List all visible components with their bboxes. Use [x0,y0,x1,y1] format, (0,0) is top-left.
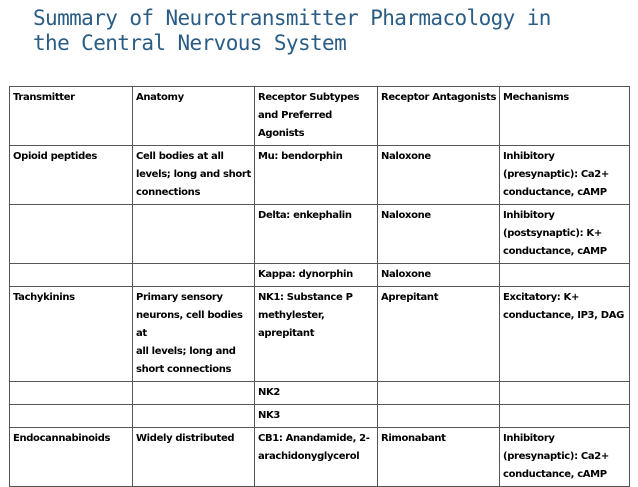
header-receptor-antagonists-line: Receptor Antagonists [381,92,497,103]
table-row [10,264,630,287]
cell-transmitter [10,405,133,428]
header-mechanisms [500,87,630,146]
cell-mechanisms [500,287,630,382]
pharmacology-table [9,86,630,487]
cell-mechanisms-line: Excitatory: K+ [503,292,579,303]
cell-transmitter [10,382,133,405]
cell-receptor-antagonists-line: Naloxone [381,151,431,162]
cell-receptor-subtypes-line: methylester, [258,310,325,321]
cell-receptor-antagonists [378,405,500,428]
cell-mechanisms [500,146,630,205]
slide-title [33,6,623,56]
cell-receptor-antagonists-line: Aprepitant [381,292,439,303]
cell-receptor-antagonists [378,205,500,264]
cell-mechanisms [500,205,630,264]
cell-mechanisms [500,405,630,428]
cell-receptor-antagonists-line: Naloxone [381,269,431,280]
cell-anatomy [133,205,255,264]
cell-receptor-antagonists [378,287,500,382]
cell-receptor-subtypes [255,205,378,264]
header-receptor-subtypes-line: Receptor Subtypes [258,92,360,103]
title-line-1: Summary of Neurotransmitter Pharmacology in [33,6,551,30]
cell-mechanisms-line: conductance, cAMP [503,187,607,198]
cell-receptor-antagonists [378,264,500,287]
cell-transmitter [10,287,133,382]
header-receptor-subtypes-line: and Preferred Agonists [258,110,332,139]
cell-mechanisms-line: (presynaptic): Ca2+ [503,451,609,462]
cell-transmitter-line: Tachykinins [13,292,75,303]
cell-anatomy [133,287,255,382]
header-receptor-subtypes [255,87,378,146]
cell-receptor-subtypes-line: Kappa: dynorphin [258,269,353,280]
cell-anatomy [133,382,255,405]
header-transmitter [10,87,133,146]
cell-mechanisms-line: conductance, cAMP [503,469,607,480]
cell-receptor-antagonists [378,382,500,405]
table-row [10,146,630,205]
cell-anatomy-line: short connections [136,364,232,375]
header-anatomy-line: Anatomy [136,92,184,103]
cell-receptor-subtypes-line: NK3 [258,410,281,421]
cell-anatomy-line: levels; long and short [136,169,251,180]
cell-receptor-subtypes-line: NK1: Substance P [258,292,353,303]
cell-anatomy [133,146,255,205]
header-row [10,87,630,146]
cell-anatomy [133,405,255,428]
cell-mechanisms [500,382,630,405]
cell-mechanisms-line: Inhibitory [503,210,555,221]
cell-mechanisms-line: (postsynaptic): K+ [503,228,602,239]
cell-mechanisms-line: conductance, IP3, DAG [503,310,624,321]
table-row [10,205,630,264]
cell-transmitter [10,146,133,205]
title-line-2: the Central Nervous System [33,31,347,55]
cell-transmitter-line: Endocannabinoids [13,433,111,444]
cell-receptor-subtypes [255,405,378,428]
cell-receptor-antagonists-line: Naloxone [381,210,431,221]
table-row [10,405,630,428]
table-header [10,87,630,146]
cell-receptor-antagonists [378,146,500,205]
cell-mechanisms-line: conductance, cAMP [503,246,607,257]
cell-receptor-subtypes-line: Mu: bendorphin [258,151,343,162]
header-transmitter-line: Transmitter [13,92,75,103]
cell-receptor-subtypes [255,146,378,205]
cell-receptor-subtypes-line: aprepitant [258,328,315,339]
cell-anatomy-line: Cell bodies at all [136,151,224,162]
cell-receptor-subtypes [255,287,378,382]
table-row [10,287,630,382]
cell-transmitter [10,264,133,287]
cell-receptor-antagonists-line: Rimonabant [381,433,446,444]
cell-receptor-subtypes-line: NK2 [258,387,281,398]
cell-anatomy-line: Widely distributed [136,433,235,444]
header-receptor-antagonists [378,87,500,146]
cell-anatomy-line: neurons, cell bodies at [136,310,243,339]
cell-mechanisms [500,264,630,287]
cell-receptor-subtypes [255,264,378,287]
cell-mechanisms-line: (presynaptic): Ca2+ [503,169,609,180]
cell-anatomy-line: connections [136,187,201,198]
cell-transmitter [10,205,133,264]
cell-receptor-subtypes-line: Delta: enkephalin [258,210,352,221]
cell-receptor-subtypes-line: arachidonyglycerol [258,451,360,462]
cell-anatomy [133,264,255,287]
cell-receptor-subtypes [255,382,378,405]
header-anatomy [133,87,255,146]
cell-anatomy-line: all levels; long and [136,346,236,357]
table-body [10,146,630,487]
cell-receptor-subtypes-line: CB1: Anandamide, 2- [258,433,370,444]
header-mechanisms-line: Mechanisms [503,92,569,103]
cell-mechanisms-line: Inhibitory [503,151,555,162]
cell-transmitter-line: Opioid peptides [13,151,97,162]
cell-anatomy-line: Primary sensory [136,292,223,303]
table-row [10,382,630,405]
cell-mechanisms-line: Inhibitory [503,433,555,444]
